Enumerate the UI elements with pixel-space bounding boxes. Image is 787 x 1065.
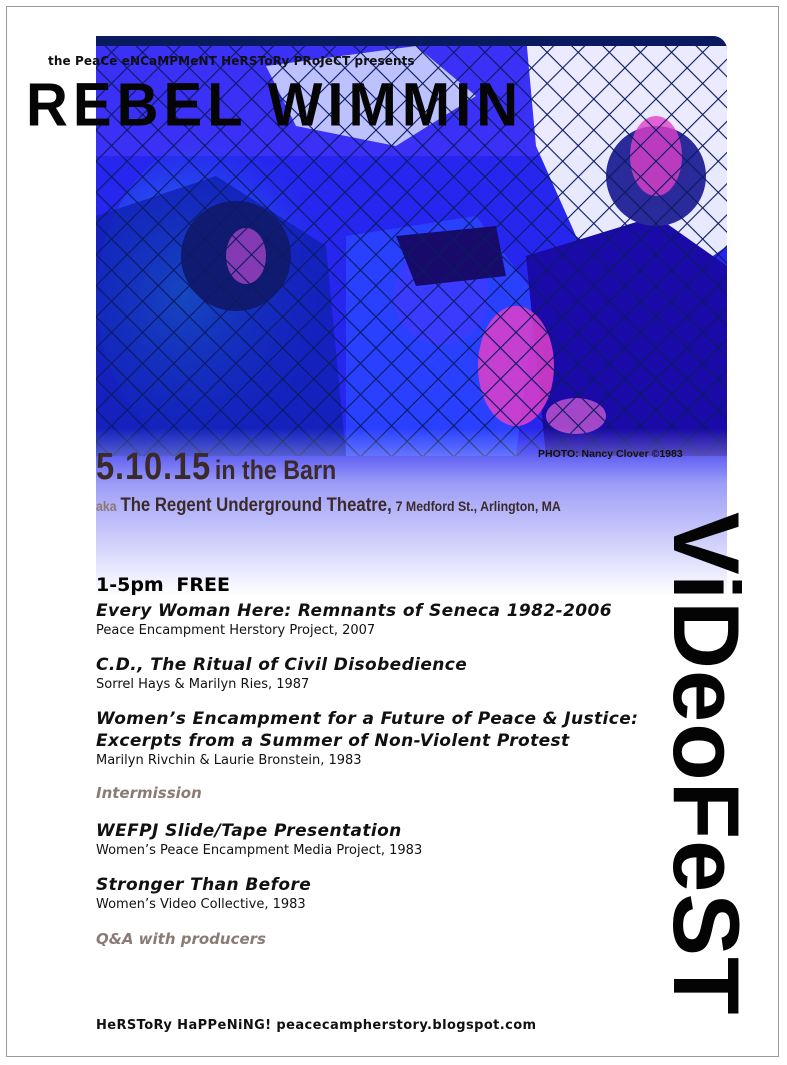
program-credit: Women’s Peace Encampment Media Project, 1983 (96, 843, 423, 858)
videofest-text: ViDeoFeST (654, 512, 759, 1016)
program-credit: Marilyn Rivchin & Laurie Bronstein, 1983 (96, 753, 362, 768)
qa-label: Q&A with producers (96, 930, 266, 948)
program-title: C.D., The Ritual of Civil Disobedience (96, 655, 468, 675)
event-price: FREE (176, 574, 230, 596)
event-date: 5.10.15 (96, 446, 212, 488)
program-item (96, 874, 656, 914)
presenter-line: the PeaCe eNCaMPMeNT HeRSToRy PRoJeCT presents (48, 54, 415, 68)
event-time-price (96, 574, 230, 596)
program-title: Women’s Encampment for a Future of Peace & Justice: Excerpts from a Summer of Non-Violent Protest (96, 709, 639, 751)
event-location-short: in the Barn (214, 455, 337, 485)
venue-aka: aka (96, 498, 117, 514)
program-title: Every Woman Here: Remnants of Seneca 1982-2006 (96, 601, 612, 621)
page-title: REBEL WIMMIN (26, 71, 524, 140)
program-item (96, 708, 656, 770)
program-credit: Sorrel Hays & Marilyn Ries, 1987 (96, 677, 310, 692)
photo-credit: PHOTO: Nancy Clover ©1983 (538, 448, 683, 460)
venue-address: 7 Medford St., Arlington, MA (395, 498, 561, 514)
event-time: 1-5pm (96, 574, 164, 596)
venue-theatre: The Regent Underground Theatre, (120, 495, 392, 516)
program-list (96, 600, 656, 948)
videofest-vertical-title (654, 512, 759, 1042)
program-item (96, 600, 656, 640)
event-date-line (96, 446, 336, 489)
program-item (96, 654, 656, 694)
program-credit: Peace Encampment Herstory Project, 2007 (96, 623, 376, 638)
event-venue (96, 495, 561, 517)
footer-blog-link[interactable]: HeRSToRy HaPPeNiNG! peacecampherstory.blogspot.com (96, 1018, 537, 1033)
program-title: WEFPJ Slide/Tape Presentation (96, 821, 402, 841)
intermission-label: Intermission (96, 784, 202, 802)
program-item (96, 820, 656, 860)
program-credit: Women’s Video Collective, 1983 (96, 897, 306, 912)
program-title: Stronger Than Before (96, 875, 312, 895)
